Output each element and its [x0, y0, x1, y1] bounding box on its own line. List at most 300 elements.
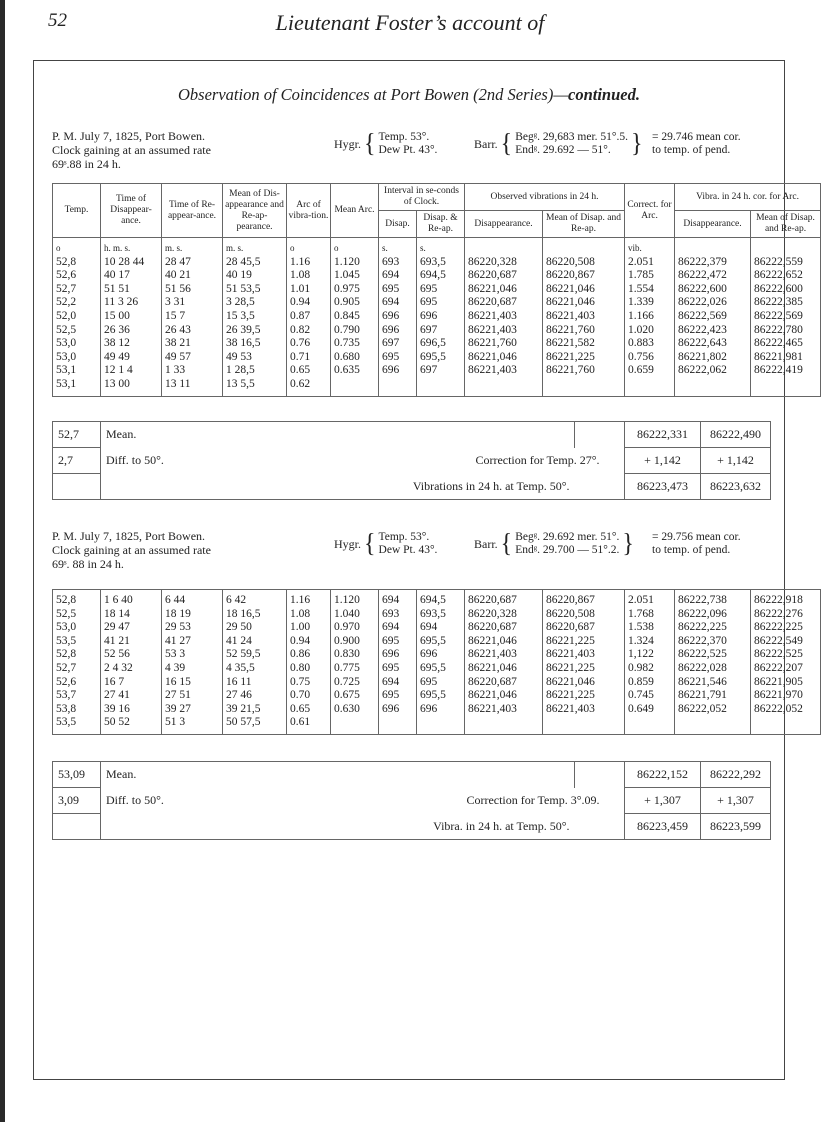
cell-value: 695	[420, 282, 438, 295]
cell-value: 0.70	[290, 689, 311, 702]
cell-value: 86221,791	[678, 689, 727, 702]
cell-value: 53,0	[56, 621, 77, 634]
cell-value: 11 3 26	[104, 296, 139, 309]
cell-value: 696	[420, 309, 438, 322]
series1-clock-rate: Clock gaining at an assumed rate	[52, 143, 211, 157]
cell-disap	[379, 590, 417, 735]
cell-value: 2.051	[628, 594, 654, 606]
cell-value: 86221,546	[678, 675, 727, 688]
summary-correction-disap: + 1,307	[625, 788, 701, 814]
summary-diff-label: Diff. to 50°.	[106, 793, 164, 807]
cell-value: 86221,970	[754, 689, 803, 702]
hyg-temp: Temp. 53°.	[378, 531, 430, 543]
cell-value: 52 59,5	[226, 648, 261, 661]
cell-value: 1.324	[628, 634, 654, 647]
cell-value: 696	[382, 702, 400, 715]
cell-value: 49 57	[165, 350, 191, 363]
cell-value: 86221,225	[546, 661, 595, 674]
cell-obs-mean	[543, 590, 625, 735]
cell-value: 18 14	[104, 607, 130, 620]
cell-value: 86222,780	[754, 323, 803, 336]
cell-value: 0.635	[334, 364, 360, 377]
cell-value: 53,5	[56, 634, 77, 647]
bar-begin: Begᵍ. 29,683 mer. 51°.5.	[515, 131, 629, 143]
cell-mean-dis	[223, 590, 287, 735]
cell-value: 0.82	[290, 323, 311, 336]
cell-value: 52,7	[56, 282, 77, 295]
cell-value: 3 28,5	[226, 296, 255, 309]
summary-vibrations-mean: 86223,632	[701, 474, 771, 500]
cell-value: 86220,687	[468, 621, 517, 634]
series1-date: P. M. July 7, 1825, Port Bowen.	[52, 129, 206, 143]
hyg-temp: Temp. 53°.	[378, 131, 430, 143]
cell-value: 86220,687	[468, 675, 517, 688]
cell-value: 16 15	[165, 675, 191, 688]
cell-value: 695,5	[420, 634, 446, 647]
cell-value: 0.86	[290, 648, 311, 661]
cell-value: 695	[382, 350, 400, 363]
cell-value: 27 46	[226, 689, 252, 702]
cell-value: 1.538	[628, 621, 654, 634]
cell-value: 86221,760	[546, 364, 595, 377]
series1-summary	[52, 421, 771, 500]
cell-value: 0.80	[290, 661, 311, 674]
cell-value: 693,5	[420, 255, 446, 268]
cell-value: 86222,276	[754, 607, 803, 620]
cell-value: 3 31	[165, 296, 186, 309]
cell-reappear	[162, 590, 223, 735]
col-vib-mean: Mean of Disap. and Re-ap.	[751, 211, 821, 238]
cell-value: 2.051	[628, 255, 654, 268]
col-arc: Arc of vibra-tion.	[287, 184, 331, 238]
hyg-label: Hygr.	[334, 137, 361, 151]
cell-value: 697	[420, 364, 438, 377]
cell-value: 694	[382, 269, 400, 282]
cell-value: 1.120	[334, 255, 360, 268]
cell-value: 4 35,5	[226, 661, 255, 674]
cell-value: 29 53	[165, 621, 191, 634]
cell-value: 41 21	[104, 634, 130, 647]
cell-value: 0.87	[290, 309, 311, 322]
cell-vib-disap	[675, 238, 751, 397]
cell-value: 86221,905	[754, 675, 803, 688]
cell-mean-arc	[331, 590, 379, 735]
cell-value: 39 16	[104, 702, 130, 715]
summary-mean-label: Mean.	[101, 422, 575, 448]
table-caption: Observation of Coincidences at Port Bowen (2nd Series)—continued.	[178, 85, 640, 104]
cell-value: 86221,403	[468, 323, 517, 336]
summary-correction-label: Correction for Temp. 27°.	[475, 453, 600, 467]
cell-value: 86222,549	[754, 634, 803, 647]
col-vib-disap: Disappearance.	[675, 211, 751, 238]
cell-value: 53,7	[56, 689, 77, 702]
cell-obs-disap	[465, 238, 543, 397]
cell-value: 13 11	[165, 377, 191, 390]
summary-correction-mean: + 1,142	[701, 448, 771, 474]
cell-value: 6 44	[165, 594, 186, 606]
cell-value: 86221,046	[468, 661, 517, 674]
cell-value: 86221,225	[546, 689, 595, 702]
cell-value: 50 52	[104, 716, 130, 729]
cell-value: 86222,028	[678, 661, 727, 674]
summary-correction-label: Correction for Temp. 3°.09.	[466, 793, 600, 807]
col-temp: Temp.	[53, 184, 101, 238]
cell-value: 1.040	[334, 607, 360, 620]
cell-value: 86221,403	[468, 309, 517, 322]
series2-date: P. M. July 7, 1825, Port Bowen.	[52, 529, 206, 543]
cell-value: 86222,525	[754, 648, 803, 661]
col-disappear: Time of Disappear-ance.	[101, 184, 162, 238]
cell-value: 86221,046	[468, 282, 517, 295]
cell-value: 53,1	[56, 364, 77, 377]
cell-value: 86220,867	[546, 269, 595, 282]
cell-value: 86222,052	[754, 702, 803, 715]
cell-value: 86222,062	[678, 364, 727, 377]
cell-value: 693	[382, 607, 400, 620]
page-header	[40, 10, 780, 50]
cell-value: 86220,867	[546, 594, 595, 606]
cell-value: 53,1	[56, 377, 77, 390]
cell-value: 41 27	[165, 634, 191, 647]
cell-value: 86220,687	[546, 621, 595, 634]
cell-value: 18 16,5	[226, 607, 261, 620]
cell-value: 86222,569	[754, 309, 803, 322]
cell-disap: s. 693 694 695 694 696 696 697 695 696	[379, 238, 417, 397]
cell-value: 39 21,5	[226, 702, 261, 715]
cell-value: 695	[382, 634, 400, 647]
cell-value: 86222,569	[678, 309, 727, 322]
cell-value: 52,8	[56, 255, 77, 268]
cell-value: 0.725	[334, 675, 360, 688]
cell-value: 0.630	[334, 702, 360, 715]
series2-clock-rate: Clock gaining at an assumed rate	[52, 543, 211, 557]
cell-value: 86222,052	[678, 702, 727, 715]
cell-value: 86221,403	[468, 702, 517, 715]
cell-value: 49 49	[104, 350, 130, 363]
col-mean-arc: Mean Arc.	[331, 184, 379, 238]
cell-value: 86222,225	[678, 621, 727, 634]
cell-value: 0.735	[334, 337, 360, 350]
cell-value: 1 33	[165, 364, 186, 377]
cell-value: 41 24	[226, 634, 252, 647]
summary-mean-temp: 53,09	[53, 762, 101, 788]
cell-value: 52,2	[56, 296, 77, 309]
series1-table	[52, 183, 821, 397]
cell-value: 16 7	[104, 675, 125, 688]
cell-value: 86221,403	[546, 309, 595, 322]
summary-mean-disap: 86222,331	[625, 422, 701, 448]
cell-temp: o 52,8 52,6 52,7 52,2 52,0 52,5 53,0 53,0 53,1 53,1	[53, 238, 101, 397]
cell-value: 86222,225	[754, 621, 803, 634]
cell-value: 694	[382, 296, 400, 309]
bar-label: Barr.	[474, 537, 498, 551]
cell-value: 697	[382, 337, 400, 350]
cell-disap-reap	[417, 590, 465, 735]
cell-value: 695	[382, 661, 400, 674]
bar-end: Endᵍ. 29.700 — 51°.2.	[515, 544, 620, 556]
cell-value: 86220,328	[468, 607, 517, 620]
series2-hygrometer: Hygr. { Temp. 53°. Dew Pt. 43°.	[334, 529, 438, 559]
cell-value: 38 21	[165, 337, 191, 350]
cell-value: 0.61	[290, 716, 311, 729]
series1-hygrometer: Hygr. { Temp. 53°. Dew Pt. 43°.	[334, 129, 438, 159]
cell-value: 0.649	[628, 702, 654, 715]
cell-disap-reap: s. 693,5 694,5 695 695 696 697 696,5 695,5 697	[417, 238, 465, 397]
summary-diff-temp: 2,7	[53, 448, 101, 474]
cell-value: 86221,046	[468, 689, 517, 702]
col-interval: Interval in se-conds of Clock.	[379, 184, 465, 211]
cell-value: 694	[382, 675, 400, 688]
cell-value: 51 56	[165, 282, 191, 295]
cell-obs-mean	[543, 238, 625, 397]
cell-value: 52 56	[104, 648, 130, 661]
cell-value: 51 3	[165, 716, 186, 729]
cell-value: 1.00	[290, 621, 311, 634]
col-obs-disap: Disappearance.	[465, 211, 543, 238]
cell-value: 1.020	[628, 323, 654, 336]
cell-value: 0.75	[290, 675, 311, 688]
summary-diff-label: Diff. to 50°.	[106, 453, 164, 467]
cell-value: 0.65	[290, 364, 311, 377]
cell-value: 86222,385	[754, 296, 803, 309]
cell-temp	[53, 590, 101, 735]
cell-value: 86221,403	[546, 702, 595, 715]
cell-value: 38 12	[104, 337, 130, 350]
cell-correct: vib. 2.051 1.785 1.554 1.339 1.166 1.020 0.883 0.756 0.659	[625, 238, 675, 397]
hyg-dew: Dew Pt. 43°.	[378, 544, 438, 556]
cell-value: 39 27	[165, 702, 191, 715]
cell-value: 0.970	[334, 621, 360, 634]
cell-value: 86222,559	[754, 255, 803, 268]
cell-value: 696,5	[420, 337, 446, 350]
cell-value: 86221,046	[468, 350, 517, 363]
cell-value: 86220,687	[468, 594, 517, 606]
cell-value: 52,6	[56, 269, 77, 282]
cell-value: 0.71	[290, 350, 311, 363]
series2-table	[52, 589, 821, 735]
cell-value: 28 47	[165, 255, 191, 268]
cell-value: 15 7	[165, 309, 186, 322]
cell-value: 86222,419	[754, 364, 803, 377]
summary-mean-mean: 86222,292	[701, 762, 771, 788]
cell-value: 16 11	[226, 675, 252, 688]
cell-value: 1,122	[628, 648, 654, 661]
cell-value: 52,8	[56, 648, 77, 661]
summary-vibrations-label: Vibra. in 24 h. at Temp. 50°.	[101, 814, 575, 840]
cell-value: 53,0	[56, 350, 77, 363]
cell-value: 53 3	[165, 648, 186, 661]
series2-bar-mean: = 29.756 mean cor. to temp. of pend.	[652, 531, 741, 556]
cell-value: 0.680	[334, 350, 360, 363]
cell-value: 0.830	[334, 648, 360, 661]
cell-value: 1.16	[290, 594, 311, 606]
cell-value: 86221,046	[546, 296, 595, 309]
cell-value: 86221,760	[546, 323, 595, 336]
cell-value: 695,5	[420, 689, 446, 702]
cell-value: 52,7	[56, 661, 77, 674]
cell-value: 1.785	[628, 269, 654, 282]
cell-value: 26 43	[165, 323, 191, 336]
cell-value: 13 00	[104, 377, 130, 390]
cell-mean-dis: m. s. 28 45,5 40 19 51 53,5 3 28,5 15 3,5 26 39,5 38 16,5 49 53 1 28,5 13 5,5	[223, 238, 287, 397]
summary-vibrations-mean: 86223,599	[701, 814, 771, 840]
cell-value: 0.94	[290, 634, 311, 647]
cell-value: 1.166	[628, 309, 654, 322]
col-disap-reap: Disap. & Re-ap.	[417, 211, 465, 238]
cell-value: 696	[382, 323, 400, 336]
cell-value: 693	[382, 255, 400, 268]
cell-value: 695,5	[420, 350, 446, 363]
cell-arc: o 1.16 1.08 1.01 0.94 0.87 0.82 0.76 0.71 0.65 0.62	[287, 238, 331, 397]
cell-value: 86222,026	[678, 296, 727, 309]
summary-correction-disap: + 1,142	[625, 448, 701, 474]
cell-value: 1.01	[290, 282, 311, 295]
cell-value: 0.883	[628, 337, 654, 350]
cell-value: 15 3,5	[226, 309, 255, 322]
series2-rate-value: 69ˢ. 88 in 24 h.	[52, 557, 124, 571]
cell-value: 26 36	[104, 323, 130, 336]
cell-mean-arc: o 1.120 1.045 0.975 0.905 0.845 0.790 0.735 0.680 0.635	[331, 238, 379, 397]
series1-rate-value: 69ˢ.88 in 24 h.	[52, 157, 121, 171]
cell-value: 86222,423	[678, 323, 727, 336]
cell-value: 86222,600	[754, 282, 803, 295]
bar-end: Endᵍ. 29.692 — 51°.	[515, 144, 611, 156]
col-mean-dis: Mean of Dis-appearance and Re-ap-pearance.	[223, 184, 287, 238]
series1-meta	[52, 129, 772, 189]
cell-value: 86221,225	[546, 350, 595, 363]
cell-value: 18 19	[165, 607, 191, 620]
bar-begin: Begᵍ. 29.692 mer. 51°.	[515, 531, 620, 543]
cell-value: 0.756	[628, 350, 654, 363]
col-vibra: Vibra. in 24 h. cor. for Arc.	[675, 184, 821, 211]
cell-value: 53,8	[56, 702, 77, 715]
cell-value: 51 51	[104, 282, 130, 295]
cell-value: 52,5	[56, 607, 77, 620]
cell-value: 86221,403	[546, 648, 595, 661]
cell-value: 695	[420, 675, 438, 688]
cell-value: 52,8	[56, 594, 77, 606]
cell-value: 40 17	[104, 269, 130, 282]
cell-value: 694	[382, 594, 400, 606]
cell-value: 0.62	[290, 377, 311, 390]
cell-value: 86221,403	[468, 364, 517, 377]
cell-value: 52,0	[56, 309, 77, 322]
cell-arc	[287, 590, 331, 735]
cell-value: 696	[420, 702, 438, 715]
cell-value: 1.16	[290, 255, 311, 268]
cell-value: 29 50	[226, 621, 252, 634]
cell-value: 28 45,5	[226, 255, 261, 268]
cell-value: 694,5	[420, 269, 446, 282]
cell-value: 695,5	[420, 661, 446, 674]
cell-value: 51 53,5	[226, 282, 261, 295]
cell-correct	[625, 590, 675, 735]
cell-value: 50 57,5	[226, 716, 261, 729]
cell-value: 694,5	[420, 594, 446, 606]
cell-value: 86222,370	[678, 634, 727, 647]
cell-value: 1.554	[628, 282, 654, 295]
cell-vib-mean	[751, 238, 821, 397]
cell-value: 13 5,5	[226, 377, 255, 390]
cell-value: 52,5	[56, 323, 77, 336]
col-correct: Correct. for Arc.	[625, 184, 675, 238]
series2-meta	[52, 529, 772, 589]
cell-obs-disap	[465, 590, 543, 735]
cell-value: 694	[382, 621, 400, 634]
cell-value: 40 19	[226, 269, 252, 282]
cell-value: 86222,600	[678, 282, 727, 295]
col-obs-mean: Mean of Disap. and Re-ap.	[543, 211, 625, 238]
cell-value: 1 28,5	[226, 364, 255, 377]
cell-value: 15 00	[104, 309, 130, 322]
cell-value: 0.905	[334, 296, 360, 309]
hyg-dew: Dew Pt. 43°.	[378, 144, 438, 156]
cell-value: 0.845	[334, 309, 360, 322]
cell-value: 0.859	[628, 675, 654, 688]
cell-value: 86221,582	[546, 337, 595, 350]
table-frame	[33, 60, 815, 1080]
summary-correction-mean: + 1,307	[701, 788, 771, 814]
cell-value: 86221,760	[468, 337, 517, 350]
series2-barometer: Barr. { Begᵍ. 29.692 mer. 51°. Endᵍ. 29.700 — 51°.2. }	[474, 529, 634, 559]
series2-summary	[52, 761, 771, 840]
cell-value: 695	[382, 282, 400, 295]
cell-value: 0.76	[290, 337, 311, 350]
cell-value: 27 41	[104, 689, 130, 702]
cell-value: 86222,472	[678, 269, 727, 282]
summary-vibrations-label: Vibrations in 24 h. at Temp. 50°.	[101, 474, 575, 500]
cell-value: 696	[382, 648, 400, 661]
cell-value: 86221,046	[468, 634, 517, 647]
cell-value: 1.045	[334, 269, 360, 282]
summary-diff-temp: 3,09	[53, 788, 101, 814]
cell-value: 1.768	[628, 607, 654, 620]
series1-meta-left	[52, 129, 292, 171]
cell-value: 0.675	[334, 689, 360, 702]
cell-value: 694	[420, 621, 438, 634]
cell-value: 86220,328	[468, 255, 517, 268]
cell-value: 86222,525	[678, 648, 727, 661]
cell-value: 0.982	[628, 661, 654, 674]
cell-vib-disap	[675, 590, 751, 735]
series2-meta-left	[52, 529, 292, 571]
col-reappear: Time of Re-appear-ance.	[162, 184, 223, 238]
hyg-label: Hygr.	[334, 537, 361, 551]
cell-value: 86222,738	[678, 594, 727, 606]
cell-value: 52,6	[56, 675, 77, 688]
summary-mean-disap: 86222,152	[625, 762, 701, 788]
running-title: Lieutenant Foster’s account of	[275, 10, 545, 35]
page-edge	[0, 0, 5, 1122]
cell-value: 0.94	[290, 296, 311, 309]
cell-value: 0.65	[290, 702, 311, 715]
cell-value: 1.08	[290, 607, 311, 620]
cell-value: 1.120	[334, 594, 360, 606]
series1-bar-mean: = 29.746 mean cor. to temp. of pend.	[652, 131, 741, 156]
cell-value: 696	[382, 364, 400, 377]
summary-vibrations-disap: 86223,459	[625, 814, 701, 840]
cell-value: 49 53	[226, 350, 252, 363]
cell-value: 38 16,5	[226, 337, 261, 350]
cell-value: 86222,379	[678, 255, 727, 268]
cell-value: 12 1 4	[104, 364, 133, 377]
cell-value: 4 39	[165, 661, 186, 674]
col-disap: Disap.	[379, 211, 417, 238]
cell-value: 86222,207	[754, 661, 803, 674]
cell-value: 695	[382, 689, 400, 702]
cell-reappear: m. s. 28 47 40 21 51 56 3 31 15 7 26 43 38 21 49 57 1 33 13 11	[162, 238, 223, 397]
bar-label: Barr.	[474, 137, 498, 151]
